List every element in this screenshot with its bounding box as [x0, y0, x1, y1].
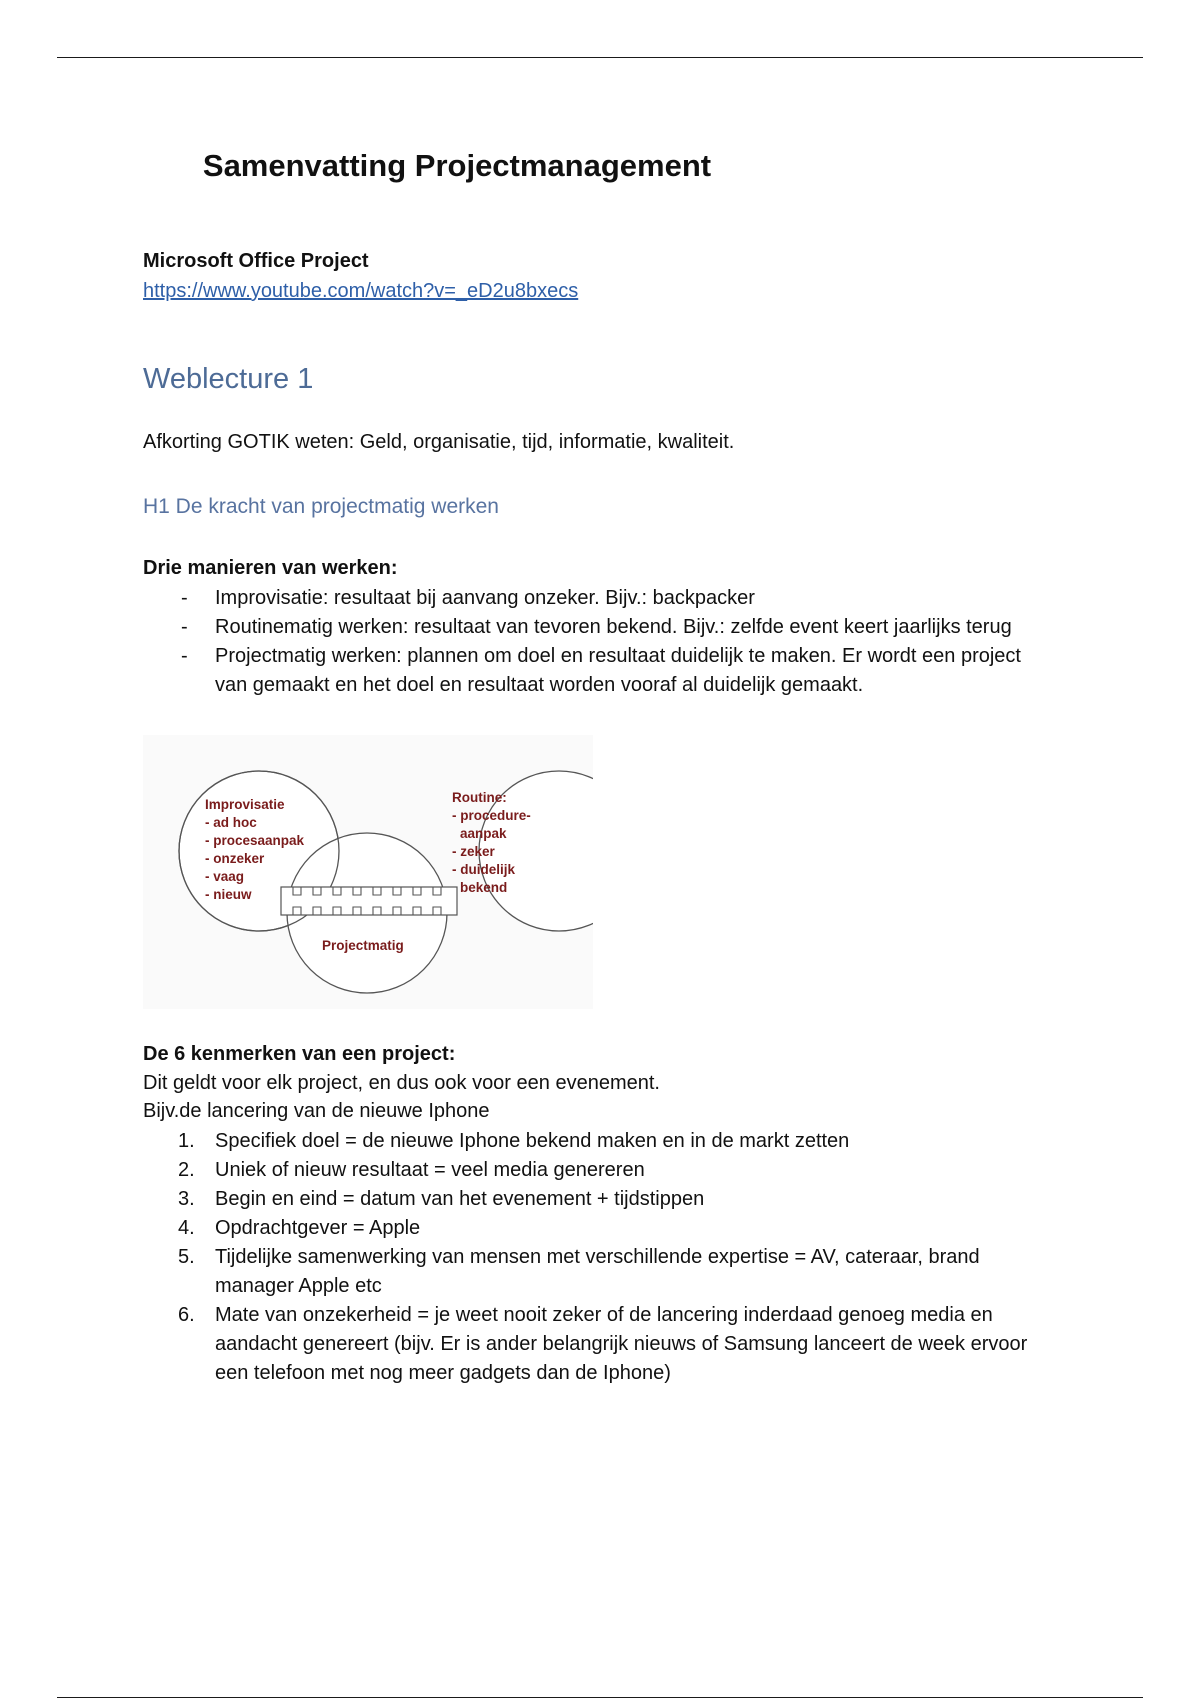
- list-item-text: Opdrachtgever = Apple: [215, 1217, 421, 1239]
- video-link[interactable]: https://www.youtube.com/watch?v=_eD2u8bxecs: [143, 280, 579, 302]
- list-marker: -: [181, 587, 188, 609]
- improvisatie-item: - nieuw: [205, 887, 252, 902]
- list-item: [143, 613, 1055, 642]
- list-marker: 2.: [178, 1159, 195, 1181]
- software-heading: Microsoft Office Project: [143, 250, 369, 272]
- list-marker: 1.: [178, 1130, 195, 1152]
- list-item: [143, 1185, 1055, 1214]
- section-heading: Weblecture 1: [143, 363, 314, 395]
- features-list: [143, 1127, 1055, 1388]
- list-item: [143, 1127, 1055, 1156]
- list-item-text: Tijdelijke samenwerking van mensen met verschillende expertise = AV, cateraar, brand manager Apple etc: [215, 1246, 980, 1297]
- ways-list: [143, 584, 1055, 700]
- improvisatie-item: - procesaanpak: [205, 833, 305, 848]
- list-item-text: Improvisatie: resultaat bij aanvang onzeker. Bijv.: backpacker: [215, 587, 755, 609]
- werkwijze-diagram: [143, 735, 593, 1009]
- list-marker: -: [181, 645, 188, 667]
- list-item: [143, 1156, 1055, 1185]
- ways-heading: Drie manieren van werken:: [143, 557, 398, 579]
- top-rule: [57, 57, 1143, 58]
- routine-item: bekend: [460, 880, 508, 895]
- document-title: Samenvatting Projectmanagement: [202, 148, 712, 183]
- list-item: [143, 584, 1055, 613]
- list-marker: 4.: [178, 1217, 195, 1239]
- routine-label: Routine:: [452, 790, 507, 805]
- list-item-text: Projectmatig werken: plannen om doel en resultaat duidelijk te maken. Er wordt een project van gemaakt en het doel en resultaat worden vooraf al duidelijk gemaakt.: [215, 645, 1021, 696]
- improvisatie-item: - onzeker: [205, 851, 265, 866]
- list-item-text: Mate van onzekerheid = je weet nooit zeker of de lancering inderdaad genoeg media en aandacht genereert (bijv. Er is ander belangrijk nieuws of Samsung lanceert de week ervoor een telefoon met nog meer gadgets dan de Iphone): [215, 1304, 1028, 1384]
- features-heading: De 6 kenmerken van een project:: [143, 1043, 456, 1065]
- routine-item: aanpak: [460, 826, 507, 841]
- features-intro: Dit geldt voor elk project, en dus ook voor een evenement.: [143, 1072, 660, 1094]
- list-item: [143, 1301, 1055, 1388]
- gotik-line: Afkorting GOTIK weten: Geld, organisatie, tijd, informatie, kwaliteit.: [143, 431, 735, 453]
- routine-item: - procedure-: [452, 808, 531, 823]
- list-marker: 3.: [178, 1188, 195, 1210]
- list-item-text: Specifiek doel = de nieuwe Iphone bekend maken en in de markt zetten: [215, 1130, 850, 1152]
- improvisatie-item: - vaag: [205, 869, 245, 884]
- improvisatie-label: Improvisatie: [205, 797, 285, 812]
- bottom-rule: [57, 1697, 1143, 1698]
- list-item-text: Uniek of nieuw resultaat = veel media genereren: [215, 1159, 645, 1181]
- list-item-text: Routinematig werken: resultaat van tevoren bekend. Bijv.: zelfde event keert jaarlijks terug: [215, 616, 1012, 638]
- list-marker: -: [181, 616, 188, 638]
- features-example: Bijv.de lancering van de nieuwe Iphone: [143, 1100, 490, 1122]
- list-marker: 6.: [178, 1304, 195, 1326]
- improvisatie-item: - ad hoc: [205, 815, 257, 830]
- routine-item: - zeker: [452, 844, 495, 859]
- list-item-text: Begin en eind = datum van het evenement + tijdstippen: [215, 1188, 705, 1210]
- list-item: [143, 1243, 1055, 1301]
- list-item: [143, 1214, 1055, 1243]
- routine-item: - duidelijk: [452, 862, 516, 877]
- list-marker: 5.: [178, 1246, 195, 1268]
- projectmatig-label: Projectmatig: [322, 938, 404, 953]
- list-item: [143, 642, 1055, 700]
- connector-band: [281, 887, 457, 915]
- chapter-heading: H1 De kracht van projectmatig werken: [143, 495, 499, 518]
